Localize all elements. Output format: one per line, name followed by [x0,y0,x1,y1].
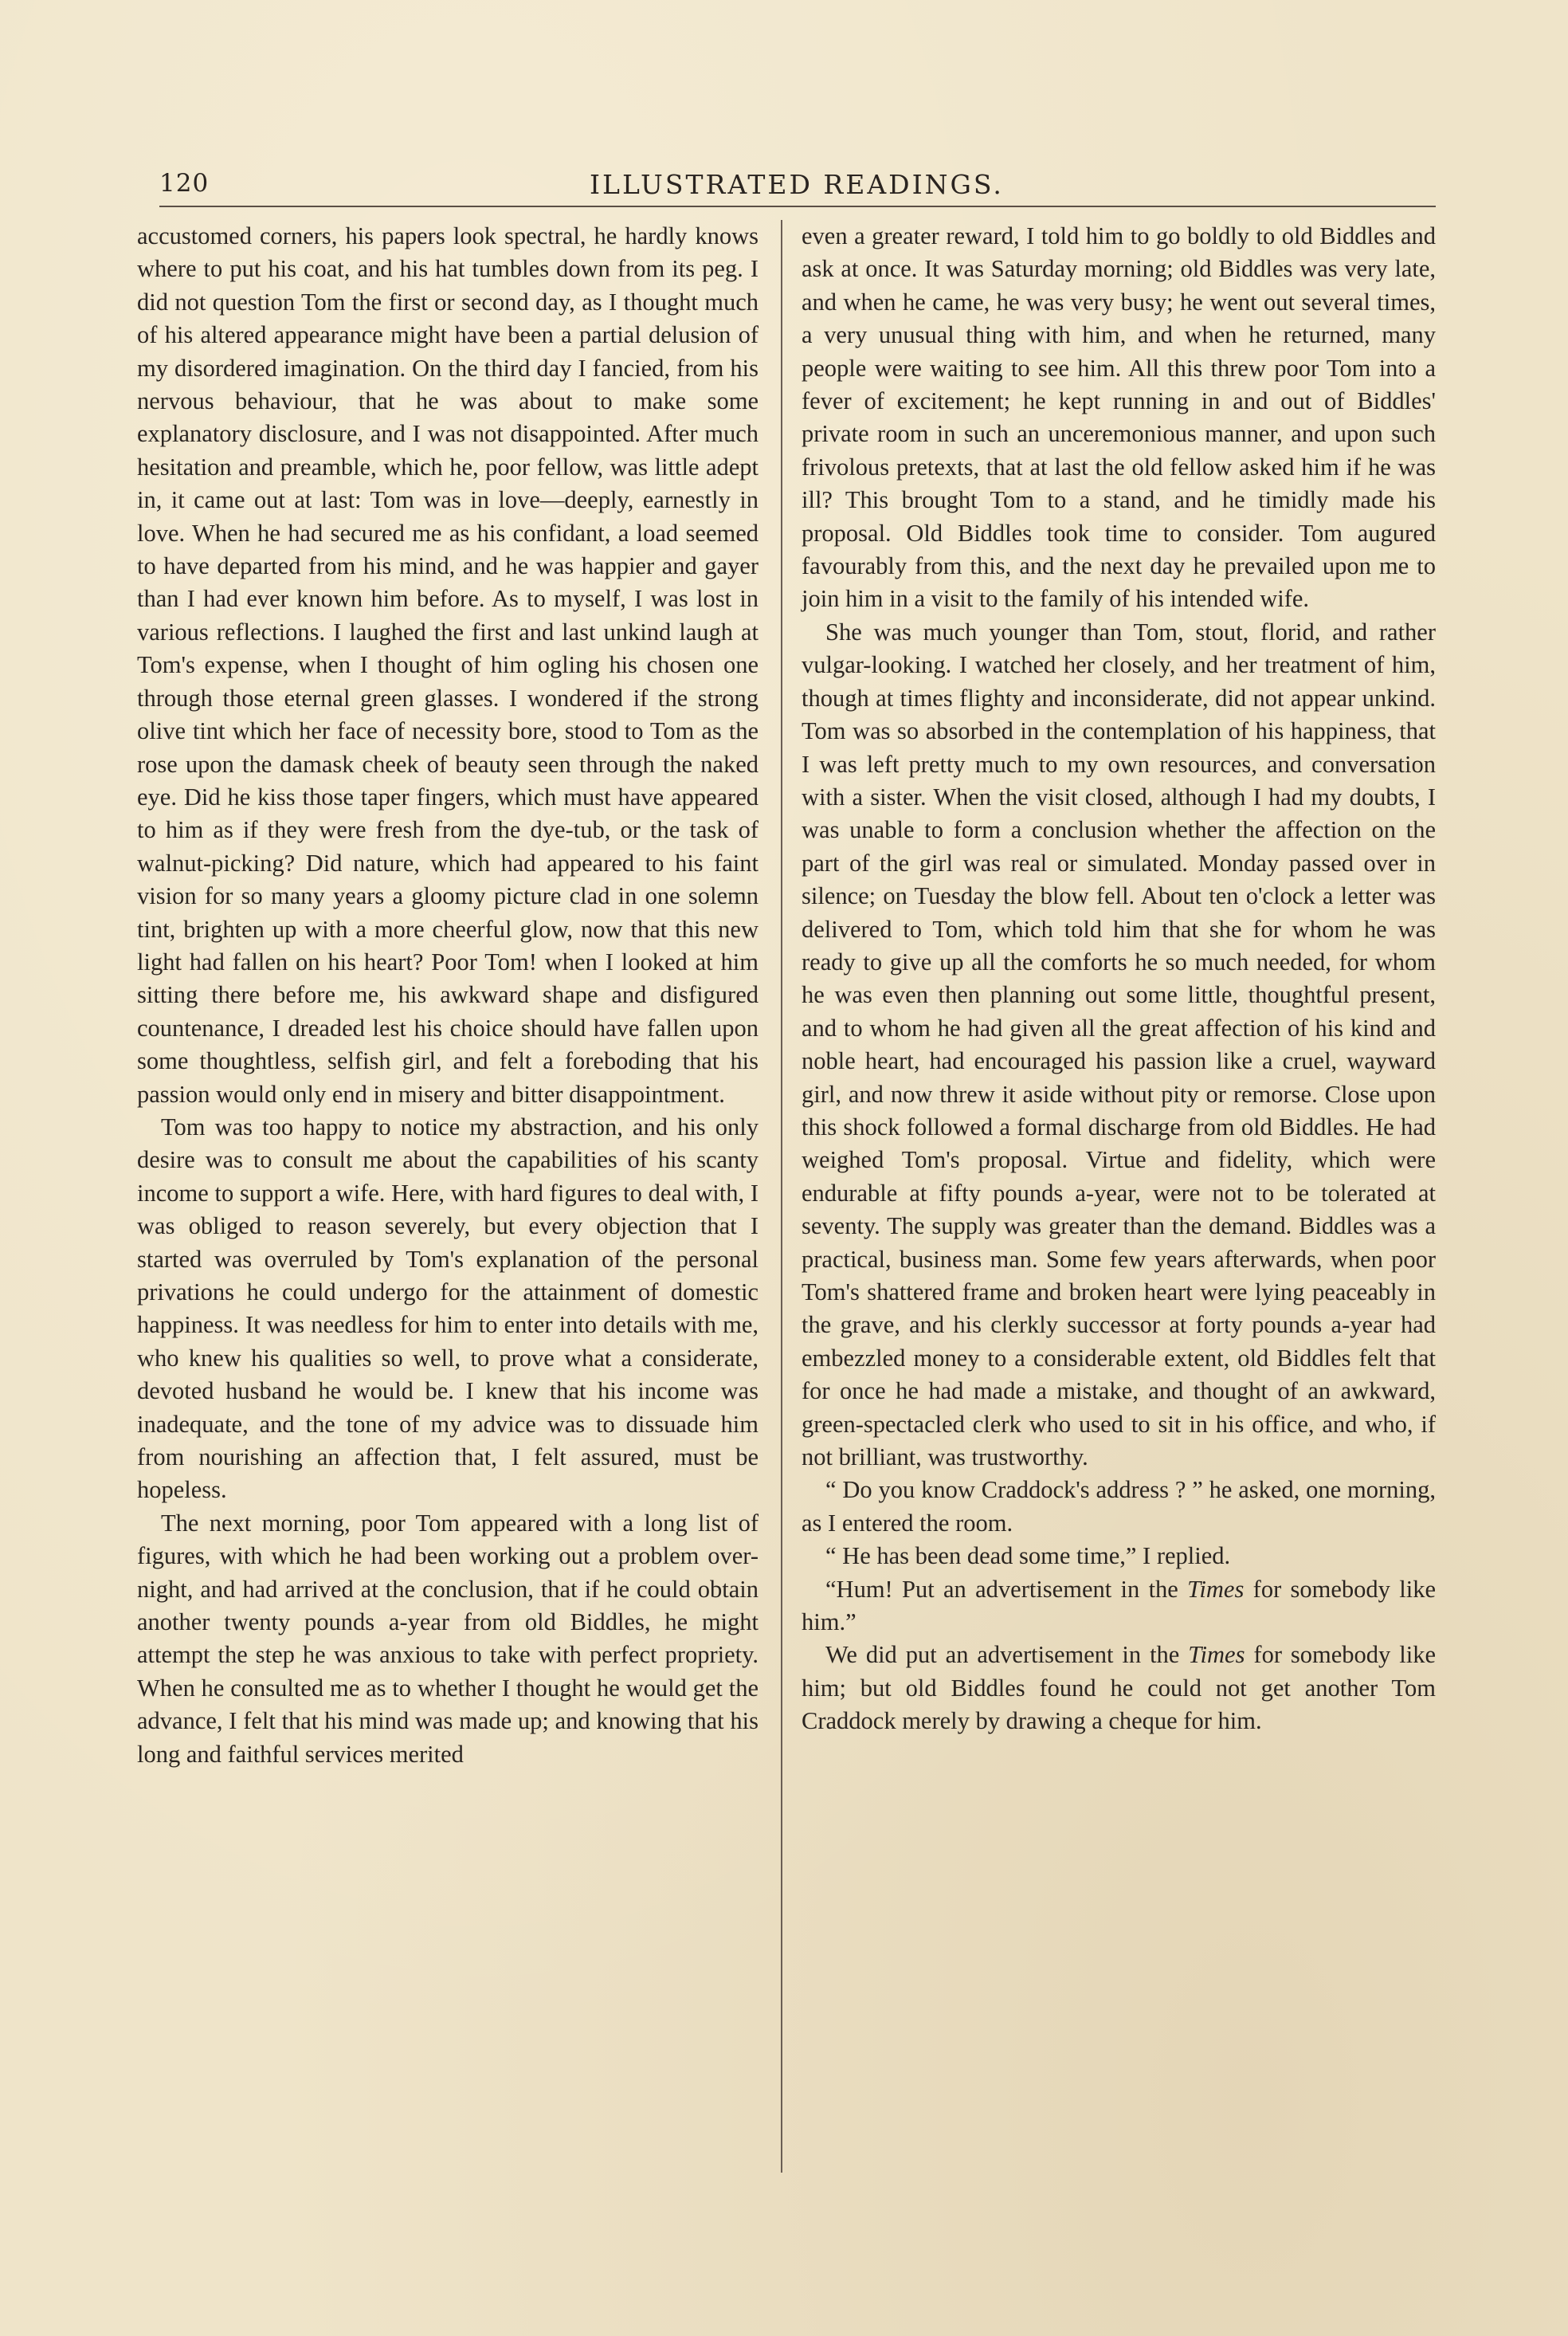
right-column [802,220,1436,1738]
header-rule [159,206,1436,207]
paragraph: The next morning, poor Tom appeared with a long list of figures, with which he had been working out a problem over-night, and had arrived at the conclusion, that if he could obtain another twenty pounds a-year from old Biddles, he might attempt the step he was anxious to take with perfect propriety. When he consulted me as to whether I thought he would get the advance, I felt that his mind was made up; and knowing that his long and faithful services merited [137,1509,759,1768]
left-column [137,220,759,1771]
text-run: for somebody like him.” [802,1575,1436,1636]
paragraph: even a greater reward, I told him to go boldly to old Biddles and ask at once. It was Saturday morning; old Biddles was very late, and when he came, he was very busy; he went out several times, a very unusual thing with him, and when he returned, many people were waiting to see him. All this threw poor Tom into a fever of excitement; he kept running in and out of Biddles' private room in such an unceremonious manner, and upon such frivolous pretexts, that at last the old fellow asked him if he was ill? This brought Tom to a stand, and he timidly made his proposal. Old Biddles took time to consider. Tom augured favourably from this, and the next day he prevailed upon me to join him in a visit to the family of his intended wife. [802,222,1436,613]
text-run: for somebody like him; but old Biddles found he could not get another Tom Craddock merely by drawing a cheque for him. [802,1641,1436,1735]
column-rule [781,220,782,2173]
newspaper-title: Times [1187,1575,1245,1603]
paragraph [802,1639,1436,1737]
paragraph [802,1573,1436,1639]
text-run: “Hum! Put an advertisement in the [825,1575,1188,1603]
page-number: 120 [159,169,210,198]
newspaper-title: Times [1188,1641,1245,1669]
text-run: We did put an advertisement in the [825,1641,1189,1669]
running-title: ILLUSTRATED READINGS. [590,169,1004,200]
paragraph: “ Do you know Craddock's address ? ” he asked, one morning, as I entered the room. [802,1476,1436,1537]
page-header [159,169,1434,209]
paragraph: “ He has been dead some time,” I replied. [825,1542,1231,1570]
paragraph: Tom was too happy to notice my abstraction, and his only desire was to consult me about the capabilities of his scanty income to support a wife. Here, with hard figures to deal with, I was obliged to reason severely, but every objection that I started was overruled by Tom's explanation of the personal privations he could undergo for the attainment of domestic happiness. It was needless for him to enter into details with me, who knew his qualities so well, to prove what a considerate, devoted husband he would be. I knew that his income was inadequate, and the tone of my advice was to dissuade him from nourishing an affection that, I felt assured, must be hopeless. [137,1113,759,1504]
paragraph: She was much younger than Tom, stout, florid, and rather vulgar-looking. I watched her closely, and her treatment of him, though at times flighty and inconsiderate, did not appear unkind. Tom was so absorbed in the contemplation of his happiness, that I was left pretty much to my own resources, and conversation with a sister. When the visit closed, although I had my doubts, I was unable to form a conclusion whether the affection on the part of the girl was real or simulated. Monday passed over in silence; on Tuesday the blow fell. About ten o'clock a letter was delivered to Tom, which told him that she for whom he was ready to give up all the comforts he so much needed, for whom he was even then planning out some little, thoughtful present, and to whom he had given all the great affection of his kind and noble heart, had encouraged his passion like a cruel, wayward girl, and now threw it aside without pity or remorse. Close upon this shock followed a formal discharge from old Biddles. He had weighed Tom's proposal. Virtue and fidelity, which were endurable at fifty pounds a-year, were not to be tolerated at seventy. The supply was greater than the demand. Biddles was a practical, business man. Some few years afterwards, when poor Tom's shattered frame and broken heart were lying peaceably in the grave, and his clerkly successor at forty pounds a-year had embezzled money to a considerable extent, old Biddles felt that for once he had made a mistake, and thought of an awkward, green-spectacled clerk who used to sit in his office, and who, if not brilliant, was trustworthy. [802,618,1436,1471]
paragraph: accustomed corners, his papers look spectral, he hardly knows where to put his coat, and his hat tumbles down from its peg. I did not question Tom the first or second day, as I thought much of his altered appearance might have been a partial delusion of my disordered imagination. On the third day I fancied, from his nervous behaviour, that he was about to make some explanatory disclosure, and I was not disappointed. After much hesitation and preamble, which he, poor fellow, was little adept in, it came out at last: Tom was in love—deeply, earnestly in love. When he had secured me as his confidant, a load seemed to have departed from his mind, and he was happier and gayer than I had ever known him before. As to myself, I was lost in various reflections. I laughed the first and last unkind laugh at Tom's expense, when I thought of him ogling his chosen one through those eternal green glasses. I wondered if the strong olive tint which her face of necessity bore, stood to Tom as the rose upon the damask cheek of beauty seen through the naked eye. Did he kiss those taper fingers, which must have appeared to him as if they were fresh from the dye-tub, or the task of walnut-picking? Did nature, which had appeared to his faint vision for so many years a gloomy picture clad in one solemn tint, brighten up with a more cheerful glow, now that this new light had fallen on his heart? Poor Tom! when I looked at him sitting there before me, his awkward shape and disfigured countenance, I dreaded lest his choice should have fallen upon some thoughtless, selfish girl, and felt a foreboding that his passion would only end in misery and bitter disappointment. [137,222,759,1108]
